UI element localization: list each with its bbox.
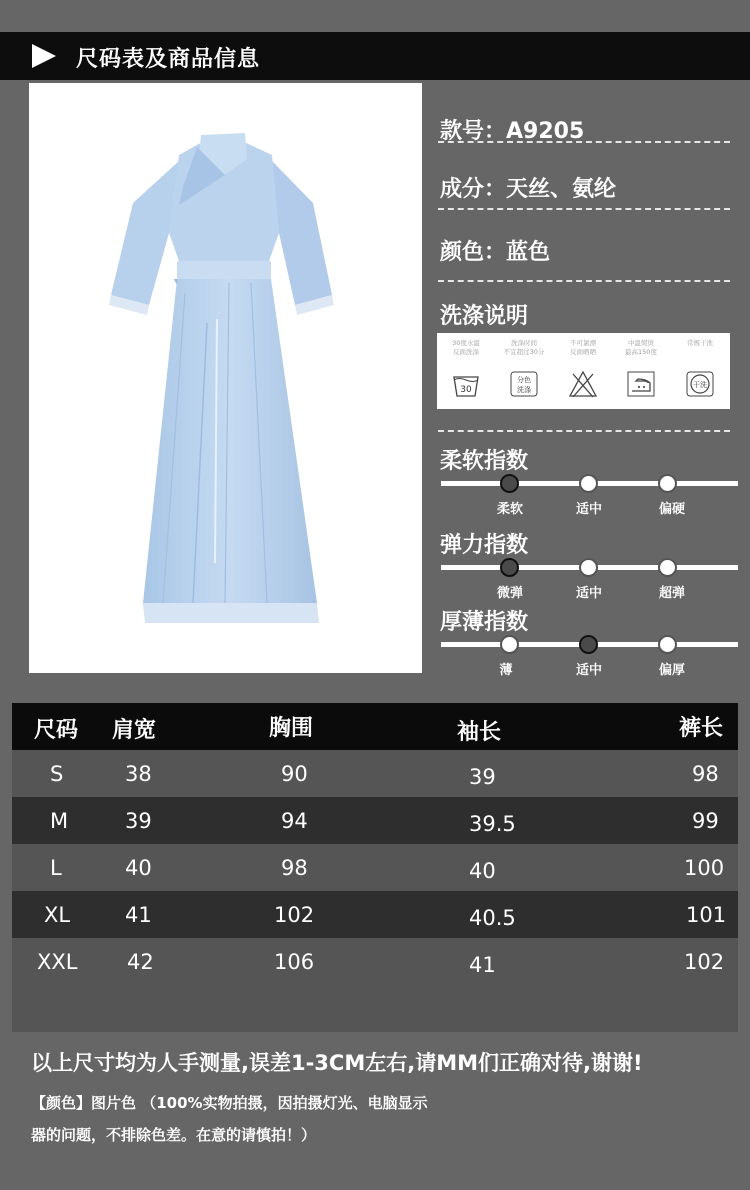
thickness-dot-thin [500,635,519,654]
softness-label: 适中 [575,502,602,517]
cell-size: XXL [37,950,78,974]
care-caption: 不可氯漂 [570,339,596,347]
care-caption: 最高150度 [625,348,657,356]
cell-sleeve: 40 [469,859,496,883]
thickness-label: 偏厚 [658,663,685,678]
header-size: 尺码 [34,718,79,743]
dress-illustration [29,83,422,673]
table-row [12,891,738,938]
iron-medium-icon [626,369,656,399]
care-item [495,333,553,409]
header-sleeve: 袖长 [457,720,502,745]
cell-size: S [50,762,64,786]
header-length: 裤长 [679,716,724,741]
cell-shoulder: 39 [125,809,152,833]
care-caption: 常规干洗 [687,339,713,347]
softness-dot-stiff [658,474,677,493]
cell-size: XL [44,903,71,927]
care-caption: 反面洗涤 [453,348,479,356]
cell-shoulder: 40 [125,856,152,880]
table-row [12,844,738,891]
thickness-label: 适中 [575,663,602,678]
no-bleach-icon [568,369,598,399]
cell-bust: 106 [274,950,315,974]
color-note-line2: 器的问题，不排除色差。在意的请慎拍！） [31,1126,317,1144]
cell-length: 99 [692,809,719,833]
svg-text:洗涤: 洗涤 [517,386,531,394]
svg-text:分色: 分色 [517,376,531,384]
cell-length: 102 [684,950,725,974]
cell-sleeve: 41 [469,953,496,977]
thickness-label: 薄 [499,663,513,678]
care-caption: 中温熨烫 [628,339,654,347]
wash-30-icon [451,369,481,399]
material-composition: 成分：天丝、氨纶 [440,177,617,202]
dry-clean-icon [685,369,715,399]
product-color: 颜色：蓝色 [440,240,551,265]
style-number: 款号：A9205 [440,119,585,144]
cell-length: 98 [692,762,719,786]
divider [438,208,730,210]
measurement-note: 以上尺寸均为人手测量,误差1-3CM左右,请MM们正确对待,谢谢! [31,1051,643,1075]
cell-size: L [50,856,62,880]
care-caption: 反面晒晒 [570,348,596,356]
care-symbols-panel [437,333,730,409]
divider [438,280,730,282]
separate-wash-icon [509,369,539,399]
section-title: 尺码表及商品信息 [76,47,261,72]
section-header [0,32,750,80]
header-shoulder: 肩宽 [112,718,157,743]
elasticity-dot-super [658,558,677,577]
care-item [554,333,612,409]
care-symbol-text: 30 [460,385,472,395]
wash-instructions-title: 洗涤说明 [440,304,529,329]
cell-bust: 102 [274,903,315,927]
softness-label: 偏硬 [658,502,685,517]
elasticity-title: 弹力指数 [440,533,529,558]
cell-bust: 98 [281,856,308,880]
header-bust: 胸围 [269,716,314,741]
care-symbol-text: 干洗 [693,381,707,389]
care-item [671,333,729,409]
cell-length: 101 [686,903,727,927]
divider [438,430,730,432]
care-caption: 不宜超过30分 [503,348,545,356]
cell-bust: 94 [281,809,308,833]
cell-sleeve: 39.5 [469,812,516,836]
elasticity-dot-medium [579,558,598,577]
elasticity-label: 超弹 [658,586,685,601]
table-row [12,750,738,797]
softness-label: 柔软 [496,502,523,517]
softness-dot-medium [579,474,598,493]
softness-title: 柔软指数 [440,449,529,474]
table-row [12,938,738,985]
thickness-title: 厚薄指数 [440,610,529,635]
care-caption: 30度水温 [452,339,480,347]
care-item [612,333,670,409]
cell-bust: 90 [281,762,308,786]
elasticity-label: 微弹 [496,586,523,601]
elasticity-dot-slight [500,558,519,577]
cell-shoulder: 42 [127,950,154,974]
elasticity-label: 适中 [575,586,602,601]
play-arrow-icon [32,44,56,68]
care-item [437,333,495,409]
cell-shoulder: 41 [125,903,152,927]
cell-size: M [50,809,69,833]
cell-sleeve: 39 [469,765,496,789]
thickness-dot-thick [658,635,677,654]
cell-shoulder: 38 [125,762,152,786]
softness-dot-soft [500,474,519,493]
product-photo [29,83,422,673]
thickness-dot-medium [579,635,598,654]
table-row [12,797,738,844]
divider [438,141,730,143]
cell-sleeve: 40.5 [469,906,516,930]
table-footer-row [12,985,738,1032]
cell-length: 100 [684,856,725,880]
care-caption: 洗涤时间 [511,339,537,347]
color-note-line1: 【颜色】图片色 （100%实物拍摄，因拍摄灯光、电脑显示 [31,1094,428,1112]
size-table-header [12,703,738,750]
